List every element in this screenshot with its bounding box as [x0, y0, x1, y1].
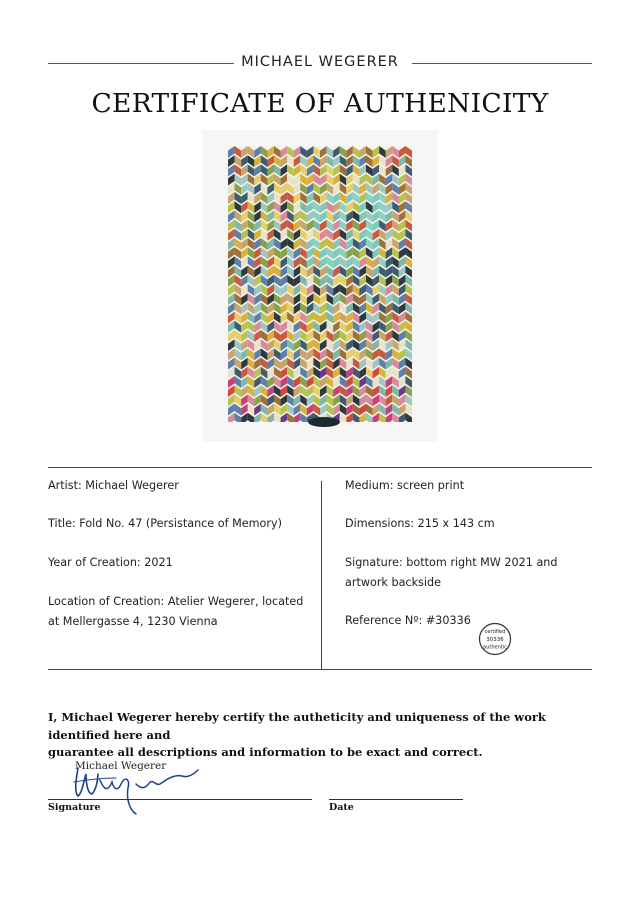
location-field	[48, 592, 303, 631]
artwork-image	[202, 130, 438, 442]
reference-field: Reference Nº: #30336	[345, 614, 471, 627]
certificate-title: CERTIFICATE OF AUTHENICITY	[91, 88, 549, 119]
location-line: at Mellergasse 4, 1230 Vienna	[48, 614, 218, 628]
table-divider	[321, 481, 322, 669]
signature-label: Signature	[48, 802, 101, 813]
signature-info-line: artwork backside	[345, 575, 441, 589]
statement-line: guarantee all descriptions and information to be exact and correct.	[48, 745, 483, 759]
divider	[412, 63, 592, 64]
stamp-top-text: certified	[484, 629, 506, 635]
certification-statement	[48, 709, 596, 762]
stamp-bottom-text: authentic	[483, 644, 507, 651]
signature-info-line: Signature: bottom right MW 2021 and	[345, 556, 558, 569]
title-field: Title: Fold No. 47 (Persistance of Memory)	[48, 517, 282, 530]
dimensions-field: Dimensions: 215 x 143 cm	[345, 517, 495, 530]
signature-line	[48, 799, 312, 800]
medium-field: Medium: screen print	[345, 479, 465, 492]
date-label: Date	[329, 802, 354, 813]
signature-info-field	[345, 553, 558, 592]
certified-stamp	[478, 622, 512, 656]
year-field: Year of Creation: 2021	[48, 556, 173, 569]
table-bottom-line	[48, 669, 592, 670]
date-line	[329, 799, 463, 800]
artist-field: Artist: Michael Wegerer	[48, 479, 179, 492]
signer-name: Michael Wegerer	[75, 760, 167, 772]
brand-header	[48, 52, 592, 74]
statement-line: I, Michael Wegerer hereby certify the autheticity and uniqueness of the work identified here and	[48, 710, 546, 742]
table-top-line	[48, 467, 592, 468]
stamp-number: 30336	[486, 637, 504, 643]
location-line: Location of Creation: Atelier Wegerer, located	[48, 595, 304, 608]
brand-name: MICHAEL WEGERER	[241, 54, 399, 70]
